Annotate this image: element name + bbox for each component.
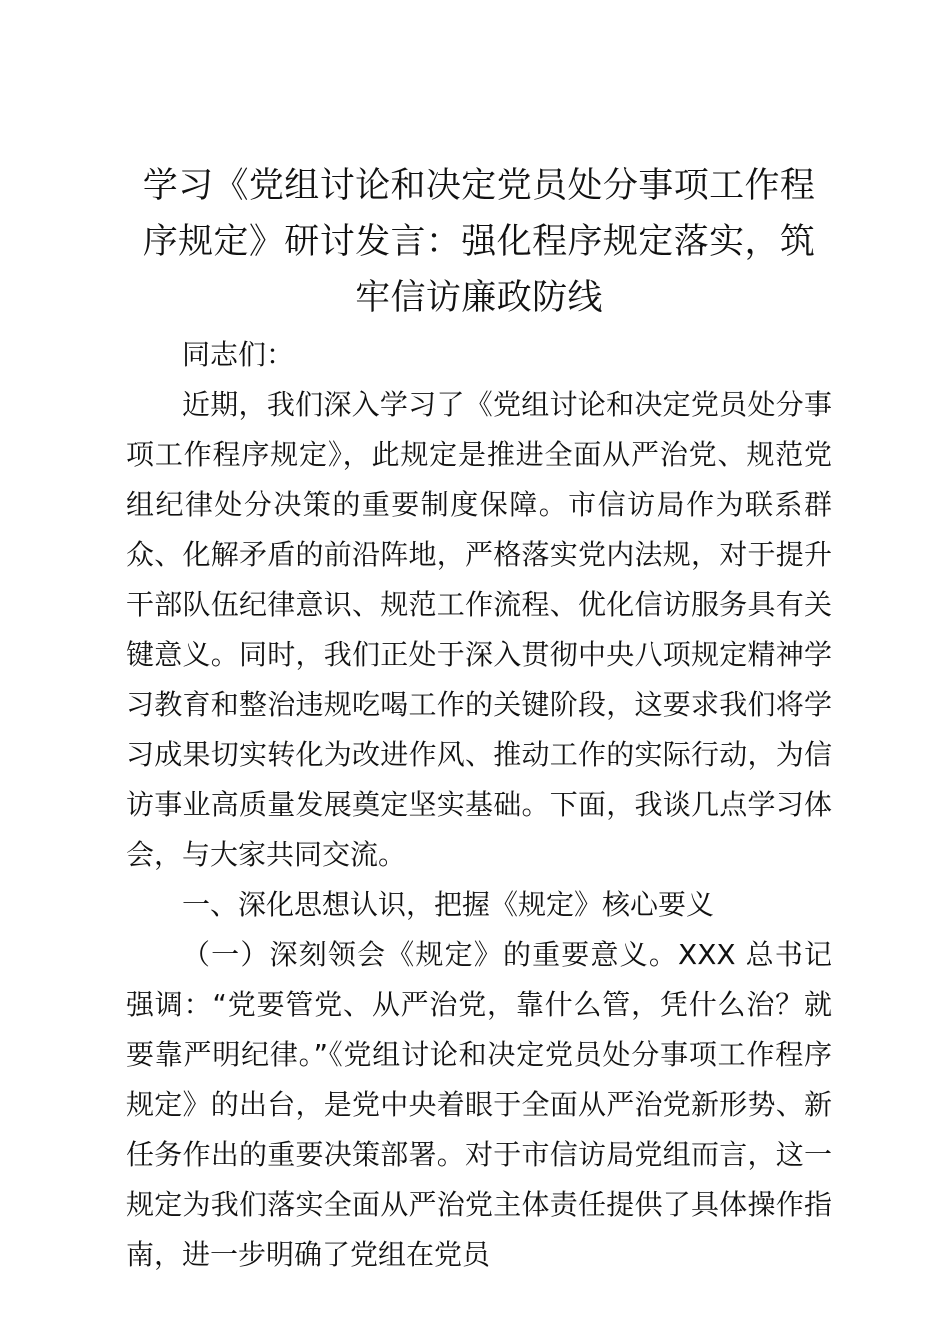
section-heading: 一、深化思想认识，把握《规定》核心要义 <box>182 888 715 921</box>
document-title: 学习《党组讨论和决定党员处分事项工作程序规定》研讨发言：强化程序规定落实，筑牢信访廉政防线 <box>142 166 816 318</box>
subsection-paragraph: （一）深刻领会《规定》的重要意义。XXX 总书记强调：“党要管党、从严治党，靠什么管，凭什么治？就要靠严明纪律。”《党组讨论和决定党员处分事项工作程序规定》的出台，是党中央着眼于全面从严治党新形势、新任务作出的重要决策部署。对于市信访局党组而言，这一规定为我们落实全面从严治党主体责任提供了具体操作指南，进一步明确了党组在党员 <box>126 938 832 1271</box>
intro-paragraph: 近期，我们深入学习了《党组讨论和决定党员处分事项工作程序规定》，此规定是推进全面从严治党、规范党组纪律处分决策的重要制度保障。市信访局作为联系群众、化解矛盾的前沿阵地，严格落实党内法规，对于提升干部队伍纪律意识、规范工作流程、优化信访服务具有关键意义。同时，我们正处于深入贯彻中央八项规定精神学习教育和整治违规吃喝工作的关键阶段，这要求我们将学习成果切实转化为改进作风、推动工作的实际行动，为信访事业高质量发展奠定坚实基础。下面，我谈几点学习体会，与大家共同交流。 <box>126 388 832 871</box>
salutation: 同志们： <box>182 338 295 371</box>
document-body <box>126 330 832 1280</box>
